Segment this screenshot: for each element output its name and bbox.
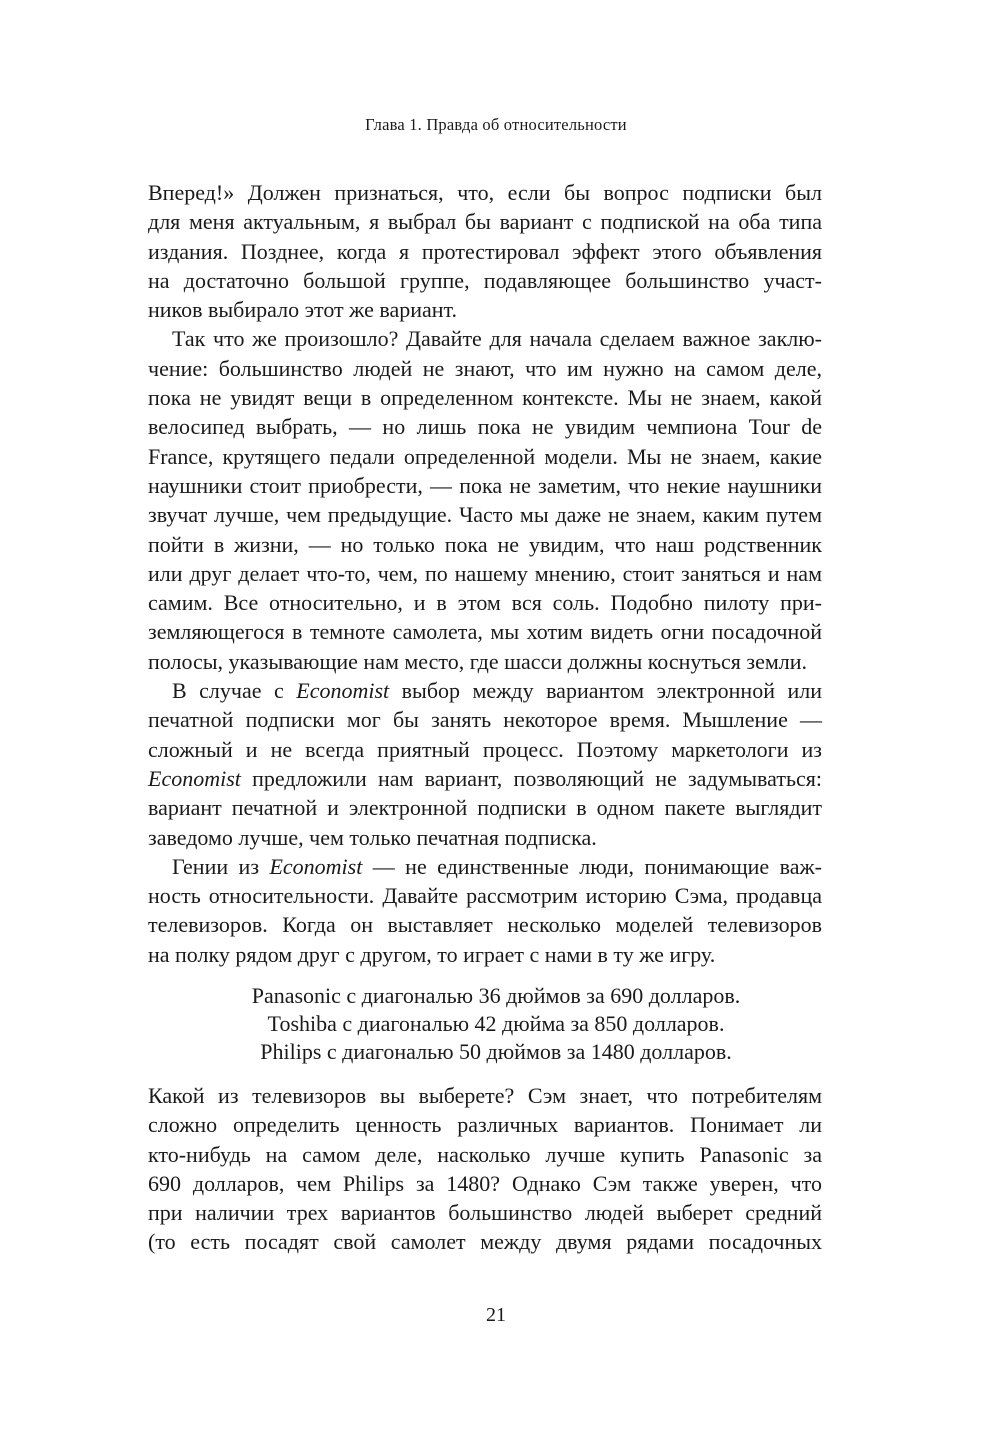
text-line: В случае с Economist выбор между вариантом электронной или bbox=[172, 678, 822, 704]
text-line: наушники стоит приобрести, — пока не заметим, что некие наушники bbox=[148, 472, 822, 498]
text-line: для меня актуальным, я выбрал бы вариант с подпиской на оба типа bbox=[148, 209, 822, 235]
tv-list-item: Panasonic с диагональю 36 дюймов за 690 долларов. bbox=[251, 983, 741, 1008]
text-line: France, крутящего педали определенной модели. Мы не знаем, какие bbox=[148, 443, 822, 469]
paragraph bbox=[148, 178, 822, 324]
text-line: печатной подписки мог бы занять некоторое время. Мышление — bbox=[148, 707, 822, 733]
italic-term: Economist bbox=[148, 765, 241, 791]
text-line: на полку рядом друг с другом, то играет с нами в ту же игру. bbox=[148, 941, 716, 967]
tv-list-item: Toshiba с диагональю 42 дюйма за 850 долларов. bbox=[267, 1011, 725, 1036]
text-line: земляющегося в темноте самолета, мы хотим видеть огни посадочной bbox=[148, 619, 822, 645]
tv-price-list bbox=[0, 982, 992, 1066]
page-number: 21 bbox=[486, 1304, 506, 1326]
italic-term: Economist bbox=[296, 678, 390, 704]
paragraph bbox=[148, 852, 822, 969]
text-line: полосы, указывающие нам место, где шасси должны коснуться земли. bbox=[148, 648, 808, 674]
text-line: при наличии трех вариантов большинство людей выберет средний bbox=[148, 1200, 822, 1226]
text-line: велосипед выбрать, — но лишь пока не увидим чемпиона Tour de bbox=[148, 414, 822, 440]
text-line: или друг делает что-то, чем, по нашему мнению, стоит заняться и нам bbox=[148, 560, 822, 586]
text-line: ность относительности. Давайте рассмотрим историю Сэма, продавца bbox=[148, 883, 822, 909]
text-line: издания. Позднее, когда я протестировал эффект этого объявления bbox=[148, 238, 822, 264]
body-text-top bbox=[148, 178, 822, 969]
text-line: (то есть посадят свой самолет между двумя рядами посадочных bbox=[148, 1229, 822, 1255]
text-line: Вперед!» Должен признаться, что, если бы вопрос подписки был bbox=[148, 180, 822, 205]
text-line: звучат лучше, чем предыдущие. Часто мы даже не знаем, каким путем bbox=[148, 502, 822, 528]
text-line: Какой из телевизоров вы выберете? Сэм знает, что потребителям bbox=[148, 1083, 822, 1108]
text-line: 690 долларов, чем Philips за 1480? Однако Сэм также уверен, что bbox=[148, 1170, 822, 1196]
text-line: ников выбирало этот же вариант. bbox=[148, 297, 457, 323]
body-text-bottom bbox=[148, 1081, 822, 1257]
text-line: сложный и не всегда приятный процесс. Поэтому маркетологи из bbox=[148, 736, 822, 762]
text-line: самим. Все относительно, и в этом вся соль. Подобно пилоту при- bbox=[148, 590, 822, 616]
text-line: сложно определить ценность различных вариантов. Понимает ли bbox=[148, 1112, 822, 1138]
text-line: кто-нибудь на самом деле, насколько лучше купить Panasonic за bbox=[148, 1141, 822, 1167]
italic-term: Economist bbox=[269, 853, 363, 879]
running-header: Глава 1. Правда об относительности bbox=[365, 115, 627, 134]
paragraph bbox=[148, 1081, 822, 1257]
text-line: Так что же произошло? Давайте для начала сделаем важное заклю- bbox=[172, 326, 822, 352]
text-line: вариант печатной и электронной подписки в одном пакете выглядит bbox=[148, 795, 822, 821]
text-line: телевизоров. Когда он выставляет несколько моделей телевизоров bbox=[148, 912, 822, 938]
text-line: пойти в жизни, — но только пока не увидим, что наш родственник bbox=[148, 531, 822, 557]
text-line: Гении из Economist — не единственные люди, понимающие важ- bbox=[172, 853, 823, 879]
text-line: пока не увидят вещи в определенном контексте. Мы не знаем, какой bbox=[148, 385, 822, 411]
text-line: заведомо лучше, чем только печатная подписка. bbox=[148, 824, 597, 850]
paragraph bbox=[148, 324, 822, 676]
text-line: чение: большинство людей не знают, что им нужно на самом деле, bbox=[148, 355, 822, 381]
paragraph bbox=[148, 676, 822, 852]
tv-list-item: Philips с диагональю 50 дюймов за 1480 долларов. bbox=[260, 1039, 732, 1064]
text-line: Economist предложили нам вариант, позволяющий не задумываться: bbox=[148, 765, 822, 791]
text-line: на достаточно большой группе, подавляющее большинство участ- bbox=[148, 267, 822, 293]
